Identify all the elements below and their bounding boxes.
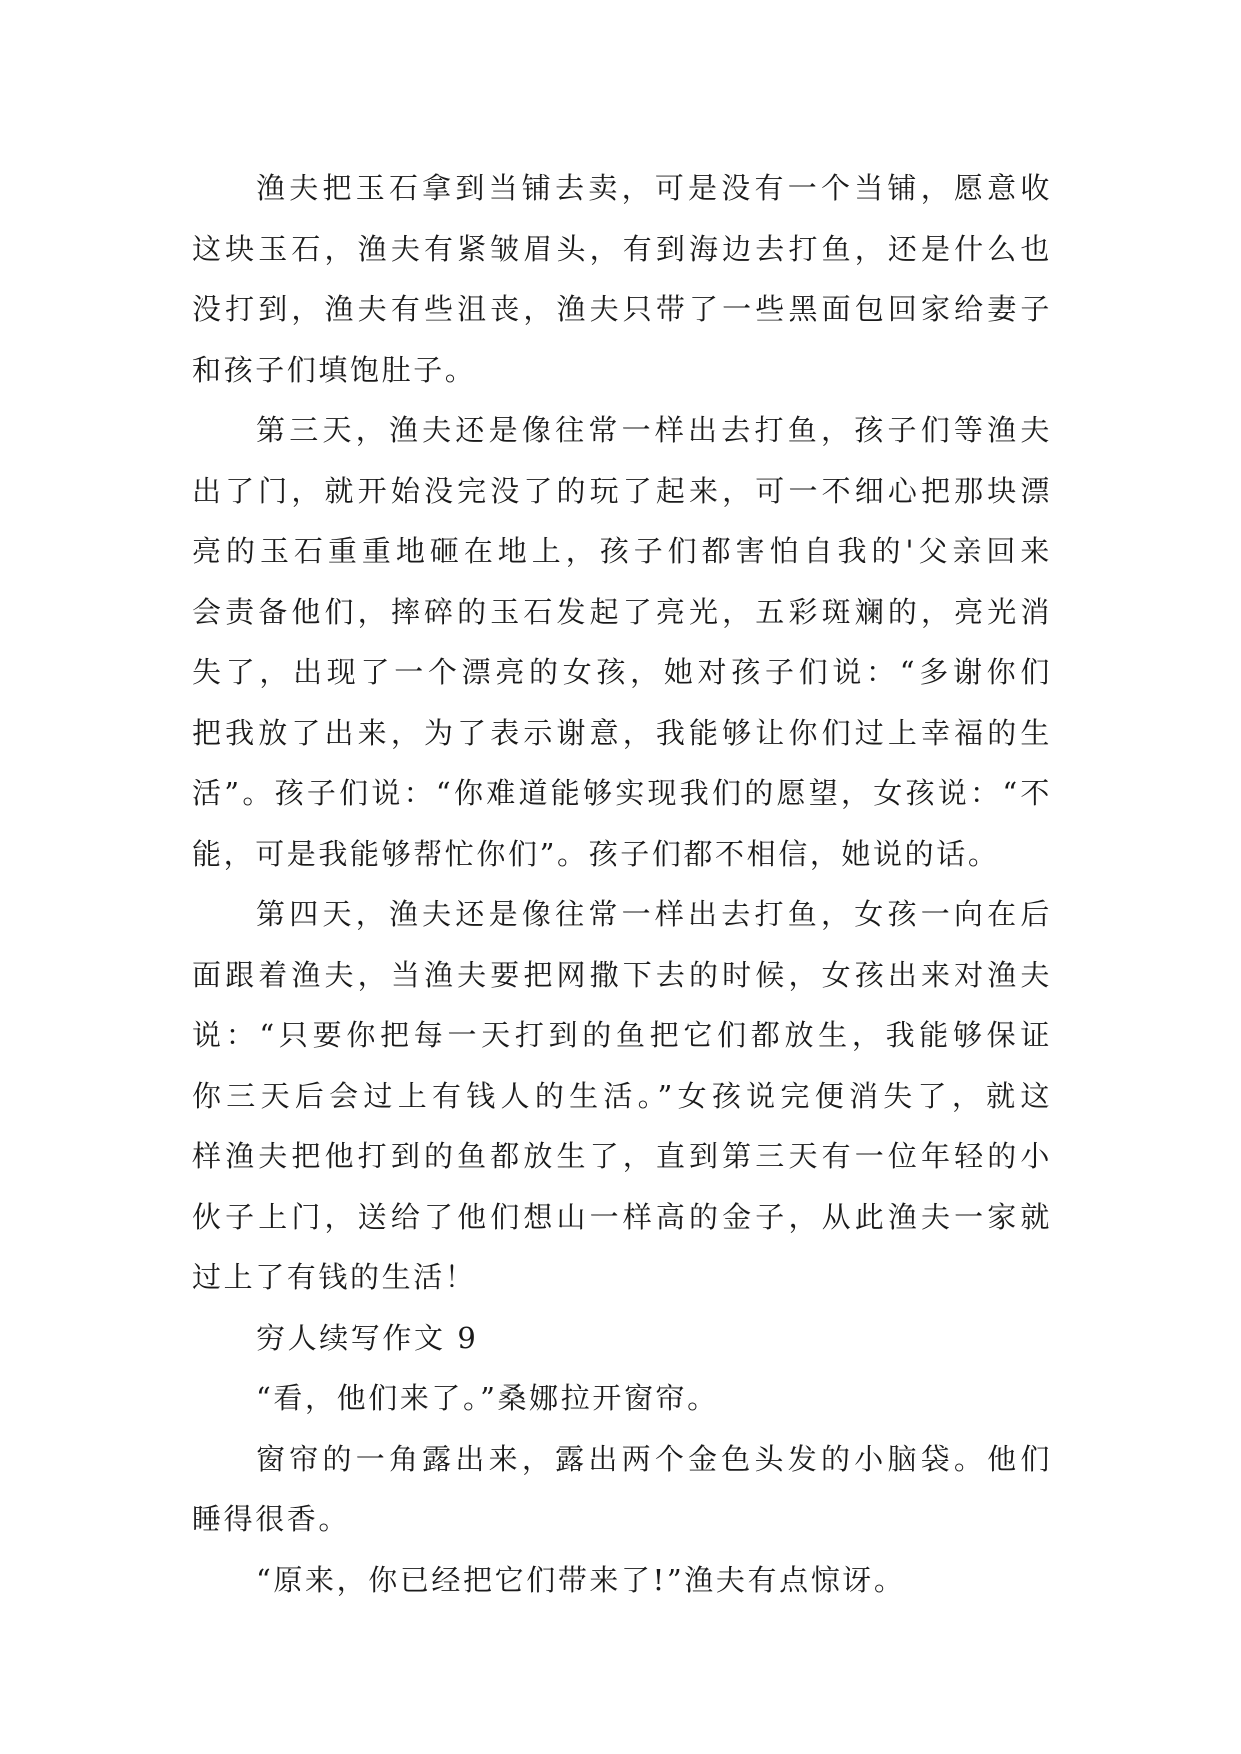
text-line: 过上了有钱的生活！ [192, 1260, 477, 1294]
paragraph-3 [192, 884, 1052, 1308]
text-line: 把我放了出来，为了表示谢意，我能够让你们过上幸福的生 [192, 715, 1052, 750]
text-line: “看，他们来了。”桑娜拉开窗帘。 [256, 1381, 719, 1415]
text-line: 这块玉石，渔夫有紧皱眉头，有到海边去打鱼，还是什么也 [192, 231, 1052, 266]
paragraph-5 [192, 1429, 1052, 1550]
text-line: 失了，出现了一个漂亮的女孩，她对孩子们说：“多谢你们 [192, 655, 1052, 689]
document-body [192, 158, 1052, 1610]
text-line: 样渔夫把他打到的鱼都放生了，直到第三天有一位年轻的小 [192, 1139, 1052, 1173]
text-line: “原来，你已经把它们带来了!”渔夫有点惊讶。 [256, 1562, 906, 1597]
text-line: 说：“只要你把每一天打到的鱼把它们都放生，我能够保证 [192, 1018, 1052, 1052]
text-line: 渔夫把玉石拿到当铺去卖，可是没有一个当铺，愿意收 [256, 171, 1052, 205]
text-line: 能，可是我能够帮忙你们”。孩子们都不相信，她说的话。 [192, 836, 1000, 871]
paragraph-2 [192, 400, 1052, 884]
text-line: 第三天，渔夫还是像往常一样出去打鱼，孩子们等渔夫 [256, 413, 1052, 447]
paragraph-6 [192, 1550, 1052, 1611]
text-line: 活”。孩子们说：“你难道能够实现我们的愿望，女孩说：“不 [192, 776, 1052, 810]
text-line: 第四天，渔夫还是像往常一样出去打鱼，女孩一向在后 [256, 897, 1052, 931]
paragraph-4 [192, 1368, 1052, 1429]
paragraph-1 [192, 158, 1052, 400]
text-line: 面跟着渔夫，当渔夫要把网撒下去的时候，女孩出来对渔夫 [192, 957, 1052, 992]
section-heading [192, 1308, 1052, 1369]
heading-line: 穷人续写作文 9 [256, 1320, 479, 1355]
text-line: 没打到，渔夫有些沮丧，渔夫只带了一些黑面包回家给妻子 [192, 292, 1052, 326]
text-line: 和孩子们填饱肚子。 [192, 352, 477, 387]
text-line: 窗帘的一角露出来，露出两个金色头发的小脑袋。他们 [256, 1441, 1052, 1476]
text-line: 睡得很香。 [192, 1502, 351, 1536]
text-line: 伙子上门，送给了他们想山一样高的金子，从此渔夫一家就 [192, 1199, 1052, 1234]
text-line: 亮的玉石重重地砸在地上，孩子们都害怕自我的'父亲回来 [192, 534, 1052, 568]
text-line: 会责备他们，摔碎的玉石发起了亮光，五彩斑斓的，亮光消 [192, 594, 1052, 629]
text-line: 你三天后会过上有钱人的生活。”女孩说完便消失了，就这 [192, 1078, 1052, 1113]
text-line: 出了门，就开始没完没了的玩了起来，可一不细心把那块漂 [192, 473, 1052, 508]
